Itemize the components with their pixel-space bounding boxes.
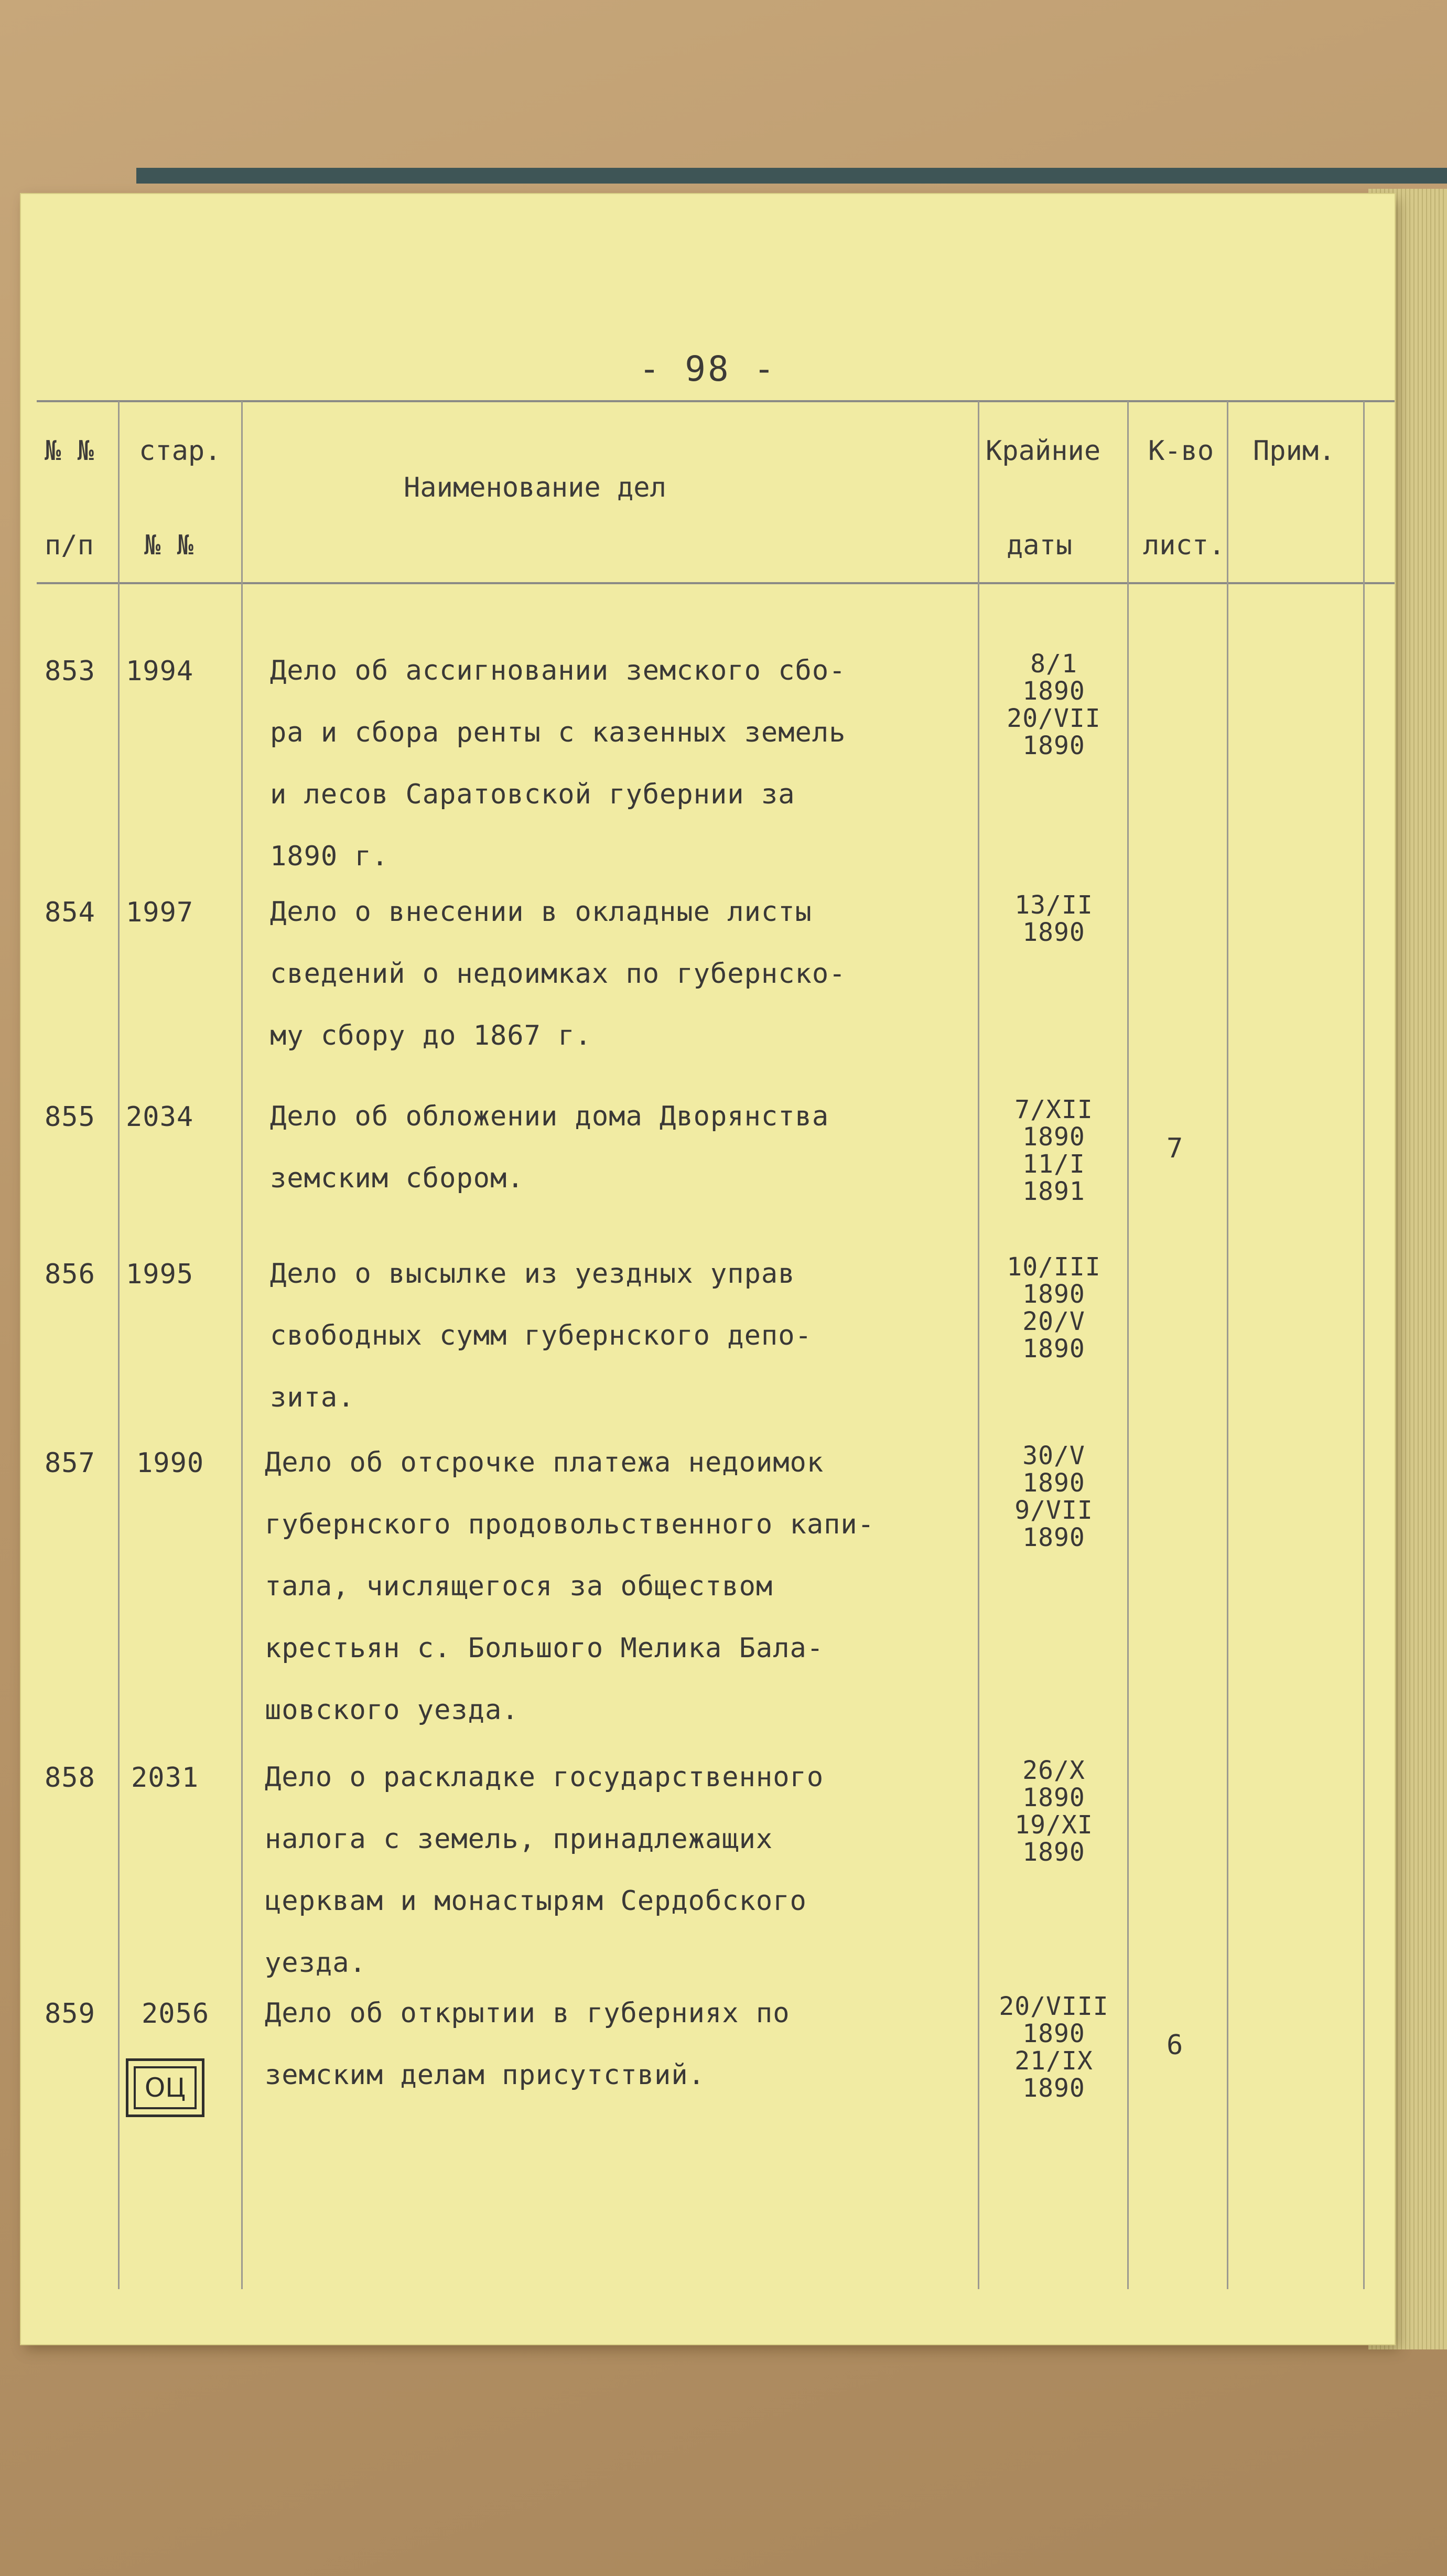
row-857-title-line: тала, числящегося за обществом: [265, 1571, 773, 1602]
row-859-dates: [986, 1993, 1122, 2102]
row-854-title: [270, 881, 846, 1067]
row-853-title-line: и лесов Саратовской губернии за: [270, 779, 795, 810]
header-old-line1: стар.: [139, 435, 221, 467]
header-dates-line1: Крайние: [986, 435, 1101, 467]
header-num-line2: п/п: [45, 530, 94, 561]
row-859-old: 2056: [142, 1998, 210, 2030]
row-853-title: [270, 640, 846, 887]
header-title: Наименование дел: [404, 472, 666, 503]
row-857-title-line: шовского уезда.: [265, 1694, 519, 1726]
row-853-date-start: 8/1: [1030, 649, 1077, 679]
row-855-title-line: Дело об обложении дома Дворянства: [270, 1101, 829, 1132]
header-notes: Прим.: [1253, 435, 1335, 467]
row-854-year-start: 1890: [1022, 918, 1085, 947]
header-old-line2: № №: [144, 530, 193, 561]
row-856-num: 856: [45, 1259, 95, 1290]
row-853-date-end: 20/VII: [1007, 704, 1101, 733]
row-855-title-line: земским сбором.: [270, 1163, 524, 1194]
row-857-title-line: Дело об отсрочке платежа недоимок: [265, 1447, 824, 1478]
row-858-num: 858: [45, 1762, 95, 1794]
row-858-title-line: уезда.: [265, 1947, 366, 1979]
row-854-num: 854: [45, 897, 95, 928]
row-855-old: 2034: [126, 1101, 194, 1133]
row-858-old: 2031: [131, 1762, 199, 1794]
row-853-title-line: ра и сбора ренты с казенных земель: [270, 717, 846, 748]
row-857-old: 1990: [136, 1447, 204, 1479]
row-854-title-line: сведений о недоимках по губернско-: [270, 958, 846, 990]
row-857-num: 857: [45, 1447, 95, 1479]
row-856-old: 1995: [126, 1259, 194, 1290]
row-855-date-start: 7/XII: [1014, 1095, 1093, 1124]
column-rule-2: [241, 401, 243, 2289]
header-top-rule: [37, 400, 1395, 402]
row-853-title-line: 1890 г.: [270, 841, 389, 872]
row-856-title: [270, 1243, 812, 1429]
header-bottom-rule: [37, 582, 1395, 584]
row-854-title-line: Дело о внесении в окладные листы: [270, 896, 812, 928]
row-857-date-start: 30/V: [1022, 1441, 1085, 1471]
row-858-dates: [986, 1757, 1122, 1866]
row-856-title-line: Дело о высылке из уездных управ: [270, 1258, 795, 1290]
row-856-title-line: зита.: [270, 1382, 355, 1413]
row-859-sheets: 6: [1167, 2030, 1184, 2061]
row-853-old: 1994: [126, 656, 194, 687]
row-856-year-start: 1890: [1022, 1280, 1085, 1309]
row-858-title-line: налога с земель, принадлежащих: [265, 1823, 773, 1855]
row-856-year-end: 1890: [1022, 1334, 1085, 1364]
column-rule-4: [1127, 401, 1129, 2289]
row-859-title-line: земским делам присутствий.: [265, 2059, 705, 2091]
row-855-num: 855: [45, 1101, 95, 1133]
row-855-sheets: 7: [1167, 1133, 1184, 1164]
row-857-dates: [986, 1442, 1122, 1551]
header-num-line1: № №: [45, 435, 94, 467]
column-rule-1: [118, 401, 120, 2289]
row-859-num: 859: [45, 1998, 95, 2030]
row-859-title-line: Дело об открытии в губерниях по: [265, 1998, 790, 2029]
row-855-dates: [986, 1096, 1122, 1205]
row-854-title-line: му сбору до 1867 г.: [270, 1020, 592, 1051]
row-857-year-start: 1890: [1022, 1468, 1085, 1498]
header-sheets-line2: лист.: [1143, 530, 1225, 561]
row-856-date-end: 20/V: [1022, 1307, 1085, 1336]
row-855-year-start: 1890: [1022, 1122, 1085, 1152]
row-854-date-start: 13/II: [1014, 890, 1093, 920]
row-858-title-line: церквам и монастырям Сердобского: [265, 1885, 807, 1917]
row-853-year-start: 1890: [1022, 677, 1085, 706]
row-853-year-end: 1890: [1022, 731, 1085, 760]
row-856-title-line: свободных сумм губернского депо-: [270, 1320, 812, 1351]
column-rule-3: [978, 401, 979, 2289]
row-857-title-line: крестьян с. Большого Мелика Бала-: [265, 1633, 824, 1664]
row-859-title: [265, 1982, 790, 2106]
row-853-num: 853: [45, 656, 95, 687]
row-855-year-end: 1891: [1022, 1177, 1085, 1206]
row-853-title-line: Дело об ассигновании земского сбо-: [270, 655, 846, 686]
row-856-date-start: 10/III: [1007, 1252, 1101, 1282]
row-859-date-end: 21/IX: [1014, 2046, 1093, 2076]
row-854-old: 1997: [126, 897, 194, 928]
row-859-year-end: 1890: [1022, 2074, 1085, 2103]
header-dates-line2: даты: [1007, 530, 1073, 561]
row-858-title: [265, 1746, 824, 1994]
document-page: [21, 194, 1395, 2344]
row-858-title-line: Дело о раскладке государственного: [265, 1762, 824, 1793]
page-number: - 98 -: [639, 349, 777, 389]
column-rule-6: [1363, 401, 1365, 2289]
row-858-date-end: 19/XI: [1014, 1810, 1093, 1840]
row-857-title-line: губернского продовольственного капи-: [265, 1509, 875, 1540]
row-858-year-start: 1890: [1022, 1783, 1085, 1812]
row-854-dates: [986, 892, 1122, 946]
archive-stamp-text: ОЦ: [134, 2066, 197, 2109]
row-856-dates: [986, 1253, 1122, 1362]
header-sheets-line1: К-во: [1148, 435, 1214, 467]
row-858-date-start: 26/X: [1022, 1756, 1085, 1785]
archive-stamp: [126, 2058, 204, 2117]
row-859-year-start: 1890: [1022, 2019, 1085, 2048]
row-858-year-end: 1890: [1022, 1838, 1085, 1867]
column-rule-5: [1227, 401, 1228, 2289]
row-857-date-end: 9/VII: [1014, 1496, 1093, 1525]
row-859-date-start: 20/VIII: [999, 1992, 1109, 2021]
book-binding: [136, 168, 1447, 184]
row-857-title: [265, 1432, 874, 1741]
row-857-year-end: 1890: [1022, 1523, 1085, 1552]
row-853-dates: [986, 650, 1122, 759]
row-855-title: [270, 1086, 829, 1209]
row-855-date-end: 11/I: [1022, 1150, 1085, 1179]
